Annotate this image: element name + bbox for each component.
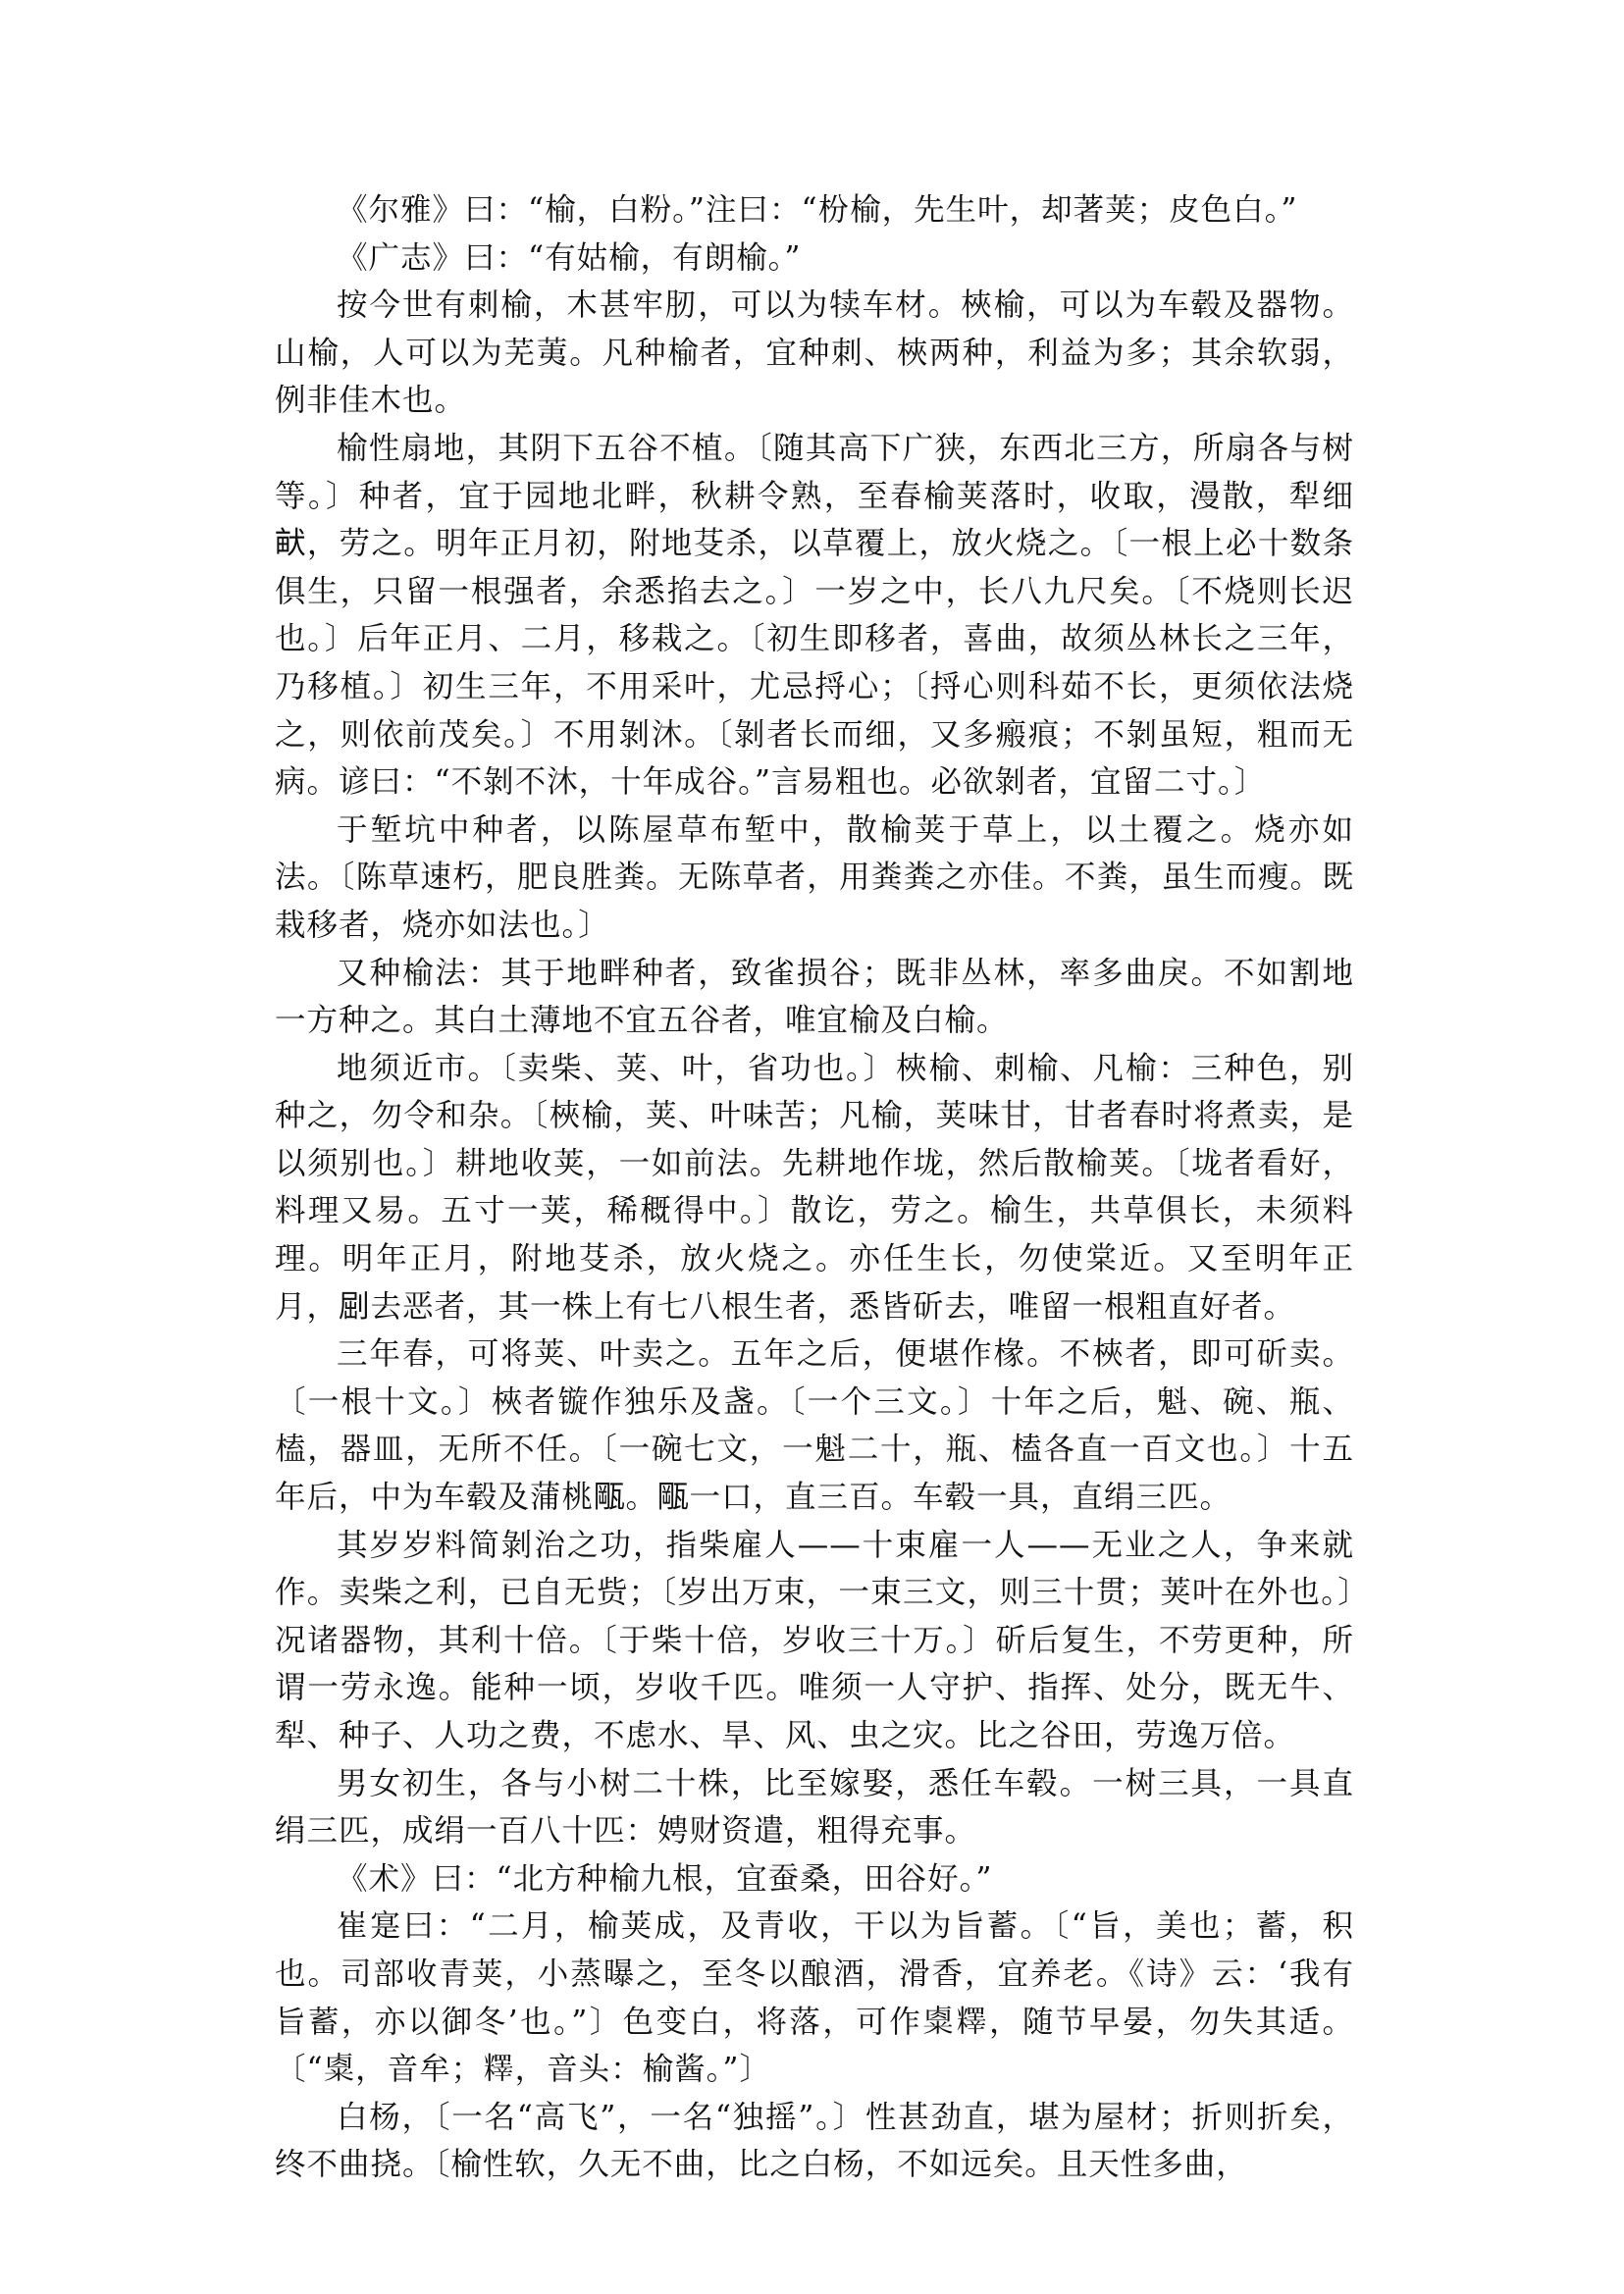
paragraph-san-nian-chun: 三年春，可将荚、叶卖之。五年之后，便堪作椽。不梜者，即可斫卖。〔一根十文。〕梜者镟作独乐及盏。〔一个三文。〕十年之后，魁、碗、瓶、榼，器皿，无所不任。〔一碗七文，一魁二十，瓶、榼各直一百文也。〕十五年后，中为车毂及蒲桃𤭛。𤭛一口，直三百。车毂一具，直绢三匹。 bbox=[275, 1336, 1354, 1516]
paragraph-you-zhong-yu-fa: 又种榆法：其于地畔种者，致雀损谷；既非丛林，率多曲戾。不如割地一方种之。其白土薄地不宜五谷者，唯宜榆及白榆。 bbox=[275, 955, 1354, 1039]
paragraph-shu-yue: 《术》曰：“北方种榆九根，宜蚕桑，田谷好。” bbox=[337, 1860, 993, 1897]
paragraph-nan-nv-chu-sheng: 男女初生，各与小树二十株，比至嫁娶，悉任车毂。一树三具，一具直绢三匹，成绢一百八十匹：娉财资遣，粗得充事。 bbox=[275, 1765, 1354, 1850]
paragraph-guangzhi: 《广志》曰：“有姑榆，有朗榆。” bbox=[337, 239, 802, 276]
document-body bbox=[275, 186, 1354, 2189]
paragraph-erya: 《尔雅》曰：“榆，白粉。”注曰：“枌榆，先生叶，却著荚；皮色白。” bbox=[337, 192, 1298, 228]
paragraph-qian-keng: 于堑坑中种者，以陈屋草布堑中，散榆荚于草上，以土覆之。烧亦如法。〔陈草速朽，肥良胜粪。无陈草者，用粪粪之亦佳。不粪，虽生而瘦。既栽移者，烧亦如法也。〕 bbox=[275, 811, 1354, 943]
paragraph-ci-yu: 按今世有刺榆，木甚牢肕，可以为犊车材。梜榆，可以为车毂及器物。山榆，人可以为芜荑。凡种榆者，宜种刺、梜两种，利益为多；其余软弱，例非佳木也。 bbox=[275, 287, 1354, 419]
paragraph-di-xu-jin-shi: 地须近市。〔卖柴、荚、叶，省功也。〕梜榆、刺榆、凡榆：三种色，别种之，勿令和杂。〔梜榆，荚、叶味苦；凡榆，荚味甘，甘者春时将煮卖，是以须别也。〕耕地收荚，一如前法。先耕地作垅，然后散榆荚。〔垅者看好，料理又易。五寸一荚，稀穊得中。〕散讫，劳之。榆生，共草俱长，未须料理。明年正月，附地芟杀，放火烧之。亦任生长，勿使棠近。又至明年正月，𠜾去恶者，其一株上有七八根生者，悉皆斫去，唯留一根粗直好者。 bbox=[275, 1050, 1354, 1325]
paragraph-sui-sui-liao-jian: 其岁岁料简剝治之功，指柴雇人——十束雇一人——无业之人，争来就作。卖柴之利，已自无赀；〔岁出万束，一束三文，则三十贯；荚叶在外也。〕况诸器物，其利十倍。〔于柴十倍，岁收三十万。〕斫后复生，不劳更种，所谓一劳永逸。能种一顷，岁收千匹。唯须一人守护、指挥、处分，既无牛、犁、种子、人功之费，不虑水、旱、风、虫之灾。比之谷田，劳逸万倍。 bbox=[275, 1527, 1354, 1753]
paragraph-yu-xing-shan-di: 榆性扇地，其阴下五谷不植。〔随其高下广狭，东西北三方，所扇各与树等。〕种者，宜于园地北畔，秋耕令熟，至春榆荚落时，收取，漫散，犁细𤱶，劳之。明年正月初，附地芟杀，以草覆上，放火烧之。〔一根上必十数条俱生，只留一根强者，余悉掐去之。〕一岁之中，长八九尺矣。〔不烧则长迟也。〕后年正月、二月，移栽之。〔初生即移者，喜曲，故须丛林长之三年，乃移植。〕初生三年，不用采叶，尤忌捋心；〔捋心则科茹不长，更须依法烧之，则依前茂矣。〕不用剝沐。〔剝者长而细，又多瘢痕；不剝虽短，粗而无病。谚曰：“不剝不沐，十年成谷。”言易粗也。必欲剝者，宜留二寸。〕 bbox=[275, 430, 1354, 801]
paragraph-cui-shi: 崔寔曰：“二月，榆荚成，及青收，干以为旨蓄。〔“旨，美也；蓄，积也。司部收青荚，小蒸曝之，至冬以酿酒，滑香，宜养老。《诗》云：‘我有旨蓄，亦以御冬’也。”〕色变白，将落，可作𥻆𥼶，随节早晏，勿失其适。〔“𥻆，音牟；𥼶，音头：榆酱。”〕 bbox=[275, 1908, 1354, 2088]
paragraph-bai-yang: 白杨，〔一名“高飞”，一名“独摇”。〕性甚劲直，堪为屋材；折则折矣，终不曲挠。〔榆性软，久无不曲，比之白杨，不如远矣。且天性多曲， bbox=[275, 2099, 1354, 2183]
